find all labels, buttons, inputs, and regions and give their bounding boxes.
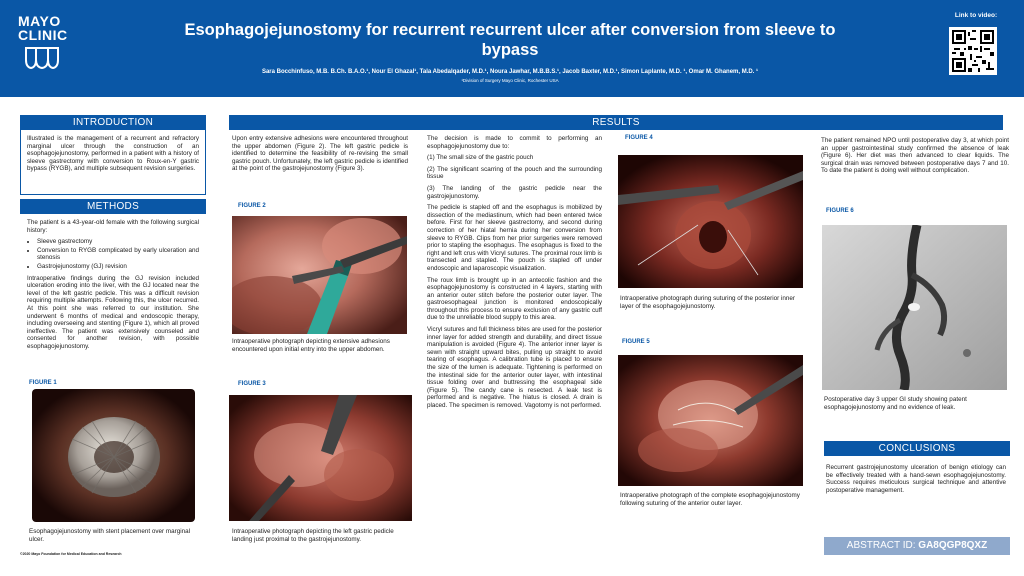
figure-4-caption: Intraoperative photograph during suturing of the posterior inner layer of the esophagojejunostomy. [620,295,796,310]
figure-4-image [618,155,803,288]
figure-2-label: FIGURE 2 [238,203,266,209]
history-item: • Conversion to RYGB complicated by early ulceration and stenosis [37,247,199,262]
poster-title: Esophagojejunostomy for recurrent recurrent ulcer after conversion from sleeve to bypass [184,21,836,59]
author-list: Sara Bocchinfuso, M.B. B.Ch. B.A.O.¹, Nour El Ghazal¹, Tala Abedalqader, M.D.¹, Noura Jawhar, M.B.B.S.¹, Jacob Baxter, M.D.¹, Simon Laplante, M.D. ¹, Omar M. Ghanem, M.D. ¹ [261,69,759,75]
abstract-id-value: GA8QGP8QXZ [918,540,988,551]
history-item: • Gastrojejunostomy (GJ) revision [37,263,199,271]
figure-2-caption: Intraoperative photograph depicting extensive adhesions encountered upon initial entry into the upper abdomen. [232,338,390,353]
video-link-label: Link to video: [954,12,998,19]
conclusions-text: Recurrent gastrojejunostomy ulceration of benign etiology can be effectively treated with a hand-sewn esophagojejunostomy. Success requires meticulous surgical technique and attentive postoperative management. [826,464,1006,494]
figure-1-caption: Esophagojejunostomy with stent placement over marginal ulcer. [29,528,191,543]
logo-line-1: MAYO [18,13,61,29]
procedure-paragraph-3: Vicryl sutures and full thickness bites are used for the posterior inner layer for added strength and durability, and direct tissue manipulation is avoided (Figure 4). The anterior inner layer is sewn with straight upward bites, pulling up straight to avoid tearing of esophagus. A calibration tube is placed to ensure the size of the lumen is adequate. Tightening is performed on the intestinal side for the anterior outer layer, with intestinal tissue folding over and buttressing the esophageal side (Figure 5). The candy cane is resected. A leak test is performed and is negative. The hiatus is closed. A drain is placed. The specimen is removed. Vagotomy is not performed. [427,326,602,409]
figure-1-label: FIGURE 1 [29,380,57,386]
figure-2-image [232,216,407,334]
figure-5-caption: Intraoperative photograph of the complete esophagojejunostomy following suturing of the anterior outer layer. [620,492,800,507]
conclusions-heading: CONCLUSIONS [824,441,1010,456]
figure-1-image [32,389,195,522]
figure-6-caption: Postoperative day 3 upper GI study showing patent esophagojejunostomy and no evidence of leak. [824,396,967,411]
results-heading: RESULTS [229,115,1003,130]
abstract-id-badge [824,537,1010,555]
results-col2-text [427,135,602,414]
procedure-paragraph-2: The roux limb is brought up in an antecolic fashion and the esophagojejunostomy is constructed in 4 layers, starting with an anterior outer stitch before the posterior outer layer. The gastroesophageal junction is monitored endoscopically throughout this process to ensure exclusion of any gastric cuff due to the unreliable blood supply to this area. [427,276,602,322]
shield-icon [24,46,60,70]
figure-5-label: FIGURE 5 [622,339,650,345]
introduction-heading: INTRODUCTION [20,115,206,130]
history-item: • Sleeve gastrectomy [37,238,199,246]
results-col1-text: Upon entry extensive adhesions were encountered throughout the upper abdomen (Figure 2). The left gastric pedicle is identified to determine the feasibility of re-revising the small gastric pouch. Unfortunately, the left gastric pedicle is identified at the point of the gastrojejunostomy (Figure 3). [232,135,408,173]
decision-reason: (1) The small size of the gastric pouch [427,154,534,162]
decision-intro: The decision is made to commit to performing an esophagojejunostomy due to: [427,135,602,150]
figure-6-label: FIGURE 6 [826,208,854,214]
decision-reason: (2) The significant scarring of the pouch and the surrounding tissue [427,165,602,181]
logo-line-2: CLINIC [18,27,68,43]
methods-intro: The patient is a 43-year-old female with the following surgical history: [27,219,199,234]
figure-3-caption: Intraoperative photograph depicting the left gastric pedicle landing just proximal to the gastrojejunostomy. [232,528,394,543]
results-col4-text: The patient remained NPO until postoperative day 3, at which point an upper gastrointestinal study confirmed the absence of leak (Figure 6). Her diet was then advanced to clear liquids. The surgical drain was removed between postoperative days 7 and 10. To date the patient is doing well without complication. [821,137,1009,175]
figure-3-image [229,395,412,521]
methods-heading: METHODS [20,199,206,214]
mayo-clinic-logo [18,14,78,75]
qr-code-icon[interactable] [949,27,997,75]
figure-6-image [822,225,1007,390]
copyright: ©2020 Mayo Foundation for Medical Education and Research [20,552,122,556]
abstract-id-label: ABSTRACT ID: [846,540,919,551]
decision-reason: (3) The landing of the gastric pedicle near the gastrojejunostomy. [427,184,602,200]
figure-3-label: FIGURE 3 [238,381,266,387]
introduction-text: Illustrated is the management of a recurrent and refractory marginal ulcer through the construction of an esophagojejunostomy, performed in a patient with a history of sleeve gastrectomy with conversion to Roux-en-Y gastric bypass (RYGB), and multiple subsequent revision surgeries. [27,135,199,173]
surgical-history-list [37,238,199,270]
procedure-paragraph-1: The pedicle is stapled off and the esophagus is mobilized by dissection of the mediastinum, which had been entered twice before. First for her sleeve gastrectomy, and second during correction of her hiatal hernia during her conversion from sleeve to RYGB. Clips from her prior surgeries were removed prior to stapling the esophagus. The esophagus is fixed to the right and left crus with Vicryl sutures. The proximal roux limb is transected and stapled. The pouch is stapled off under endoscopic and laparoscopic visualization. [427,204,602,272]
figure-4-label: FIGURE 4 [625,135,653,141]
methods-text [27,219,199,355]
figure-5-image [618,355,803,486]
poster-header [0,0,1024,97]
methods-body: Intraoperative findings during the GJ revision included ulceration eroding into the liver, with the GJ located near the level of the left gastric pedicle. This was a difficult revision requiring multiple attempts. Following this, the ulcer recurred. At this point she was referred to our institution. She underwent 6 months of medical and endoscopic therapy, including overseeing and stenting (Figure 1), which all proved ineffective. The patient was extensively counseled and consented for another revision, with possible esophagojejunostomy. [27,274,199,350]
affiliation: ¹Division of Surgery Mayo Clinic, Rochester USA [461,78,559,83]
